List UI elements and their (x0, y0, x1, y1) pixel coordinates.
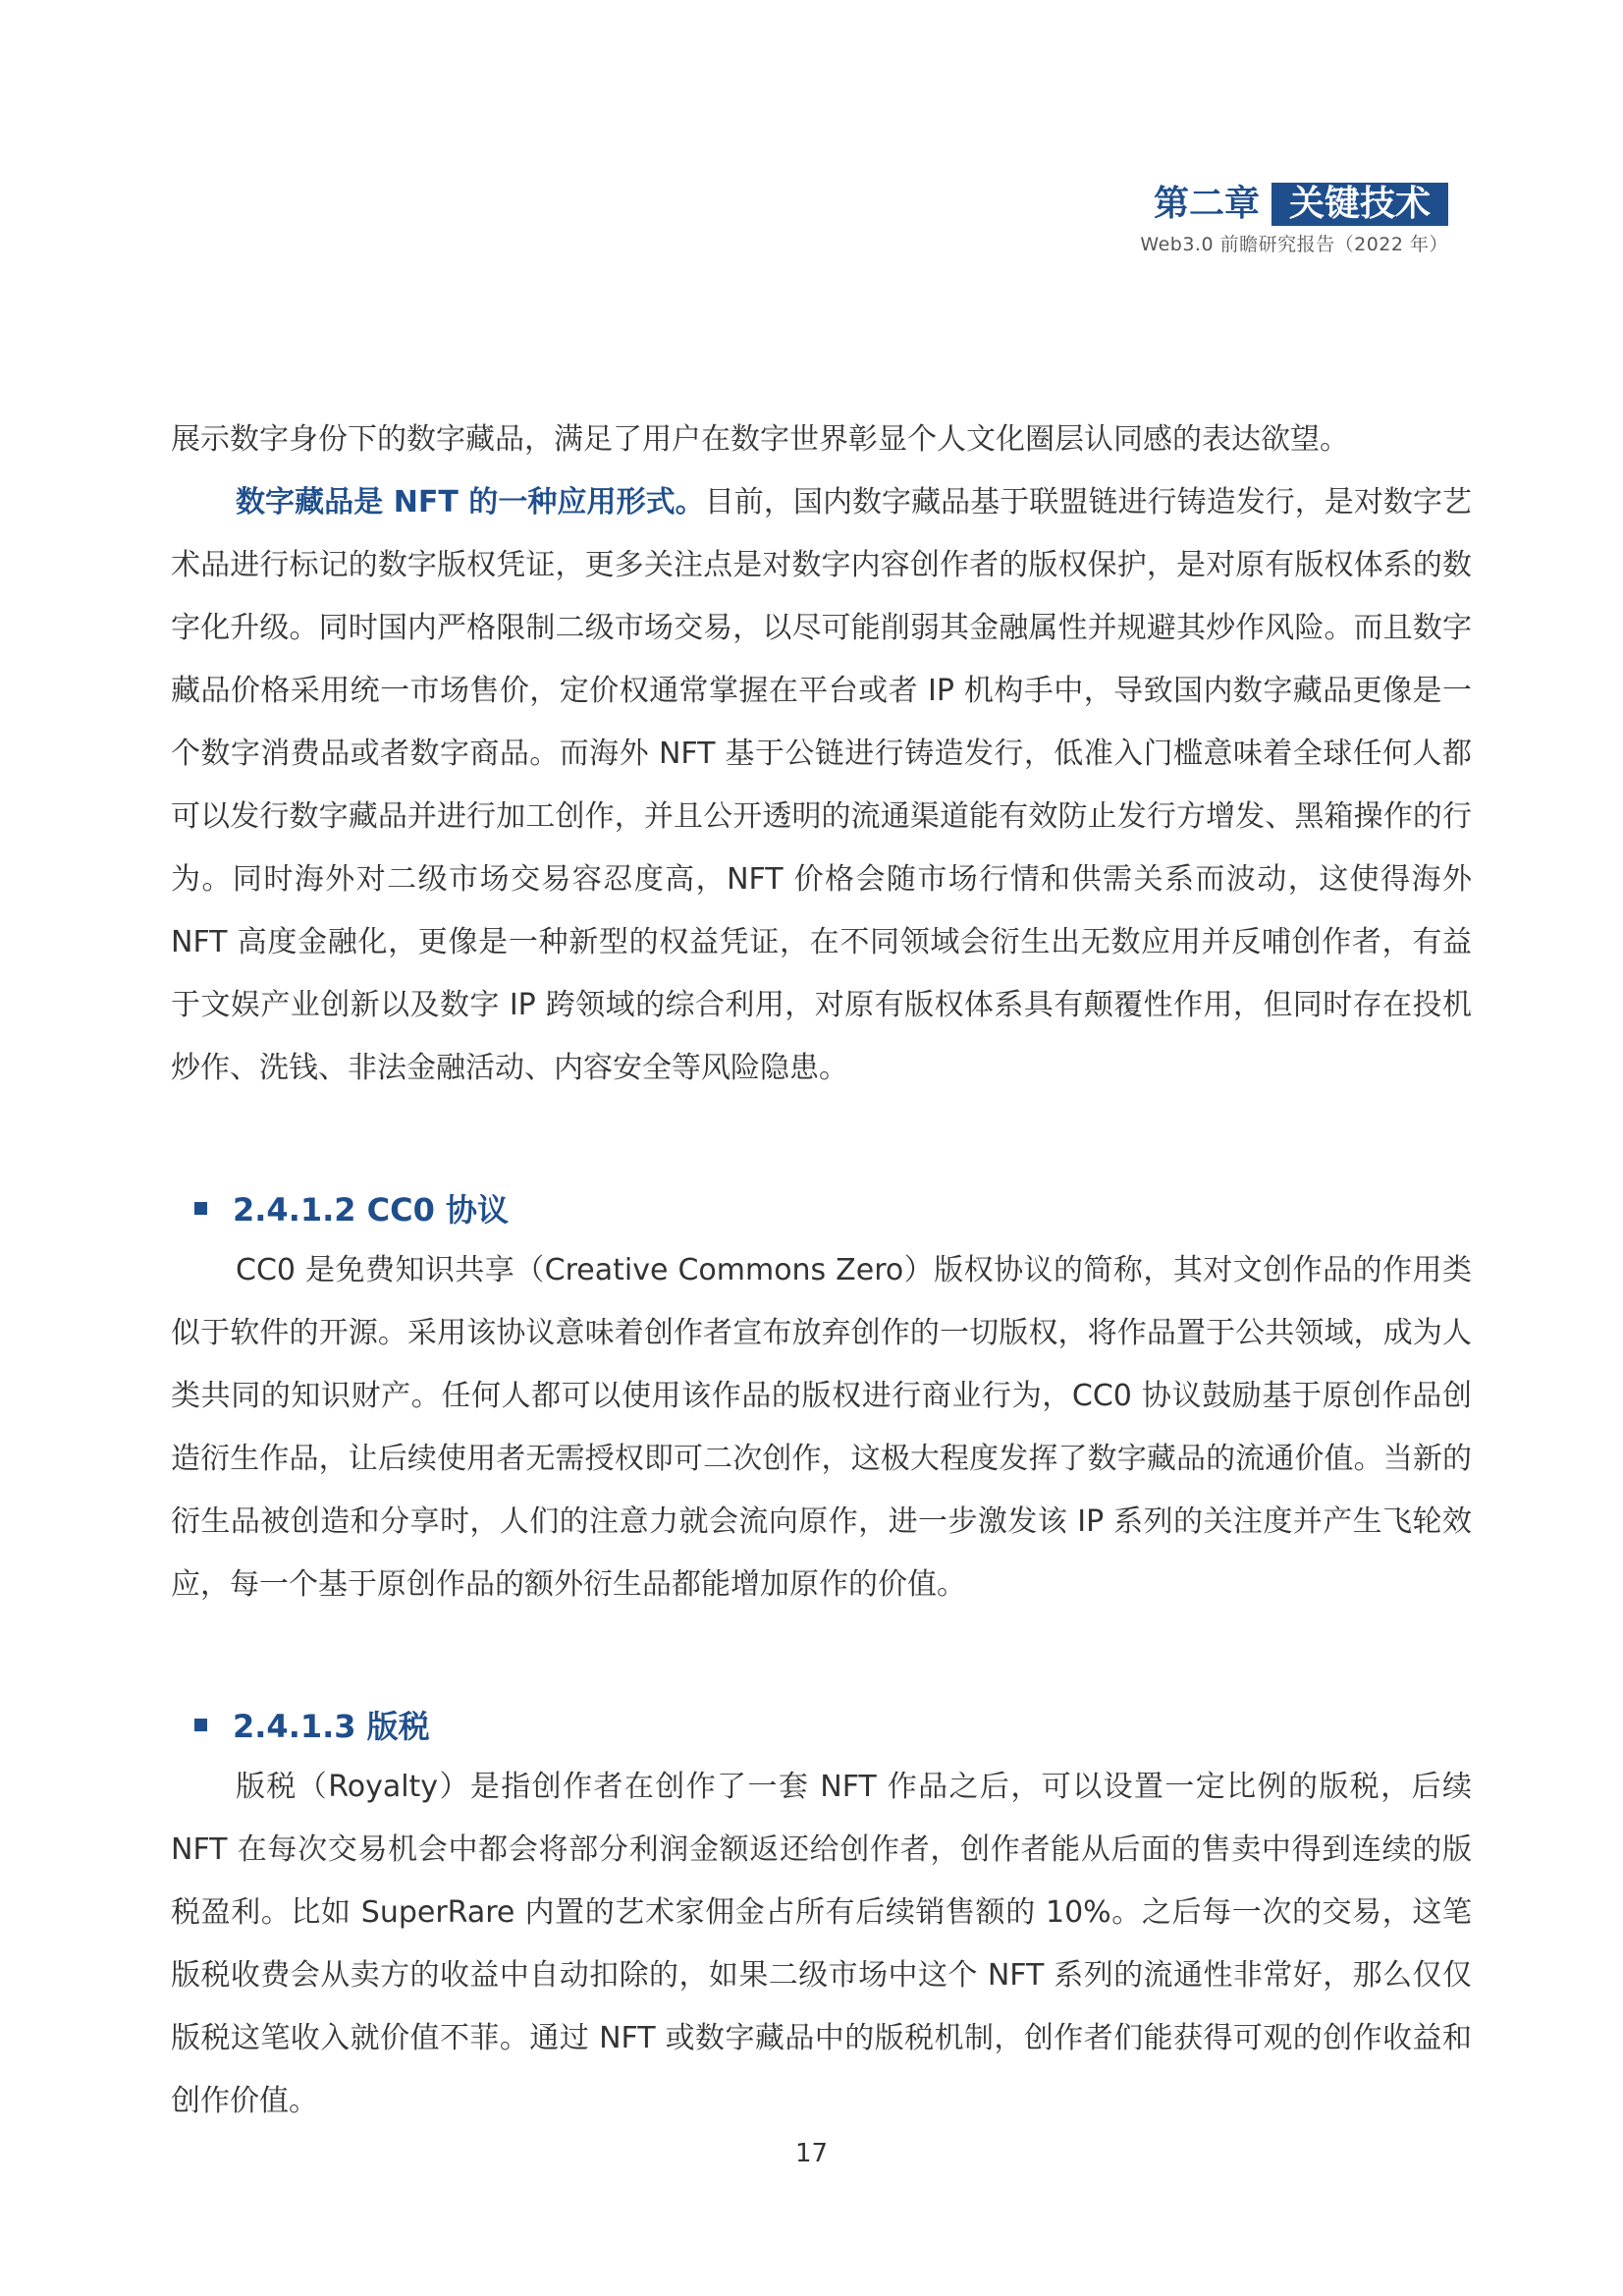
paragraph-intro: 展示数字身份下的数字藏品，满足了用户在数字世界彰显个人文化圈层认同感的表达欲望。 (171, 422, 1349, 457)
section-title: 2.4.1.2 CC0 协议 (233, 1191, 510, 1229)
section-heading-royalty (171, 1693, 1472, 1756)
paragraph-cc0: CC0 是免费知识共享（Creative Commons Zero）版权协议的简称，其对文创作品的作用类似于软件的开源。采用该协议意味着创作者宣布放弃创作的一切版权，将作品置于公共领域，成为人类共同的知识财产。任何人都可以使用该作品的版权进行商业行为，CC0 协议鼓励基于原创作品创造衍生作品，让后续使用者无需授权即可二次创作，这极大程度发挥了数字藏品的流通价值。当新的衍生品被创造和分享时，人们的注意力就会流向原作，进一步激发该 IP 系列的关注度并产生飞轮效应，每一个基于原创作品的额外衍生品都能增加原作的价值。 (171, 1253, 1472, 1602)
square-bullet-icon (194, 1719, 207, 1731)
emphasis-text: 数字藏品是 NFT 的一种应用形式。 (236, 485, 705, 519)
page-number: 17 (794, 2139, 829, 2168)
page-body (171, 409, 1472, 2133)
page-header (1140, 183, 1448, 256)
paragraph-text: 目前，国内数字藏品基于联盟链进行铸造发行，是对数字艺术品进行标记的数字版权凭证，更多关注点是对数字内容创作者的版权保护，是对原有版权体系的数字化升级。同时国内严格限制二级市场交易，以尽可能削弱其金融属性并规避其炒作风险。而且数字藏品价格采用统一市场售价，定价权通常掌握在平台或者 IP 机构手中，导致国内数字藏品更像是一个数字消费品或者数字商品。而海外 NFT 基于公链进行铸造发行，低准入门槛意味着全球任何人都可以发行数字藏品并进行加工创作，并且公开透明的流通渠道能有效防止发行方增发、黑箱操作的行为。同时海外对二级市场交易容忍度高，NFT 价格会随市场行情和供需关系而波动，这使得海外 NFT 高度金融化，更像是一种新型的权益凭证，在不同领域会衍生出无数应用并反哺创作者，有益于文娱产业创新以及数字 IP 跨领域的综合利用，对原有版权体系具有颠覆性作用，但同时存在投机炒作、洗钱、非法金融活动、内容安全等风险隐患。 (171, 485, 1473, 1085)
chapter-label: 第二章 (1153, 184, 1260, 224)
square-bullet-icon (194, 1202, 207, 1215)
section-heading-cc0 (171, 1176, 1472, 1239)
paragraph-nft-form (171, 471, 1472, 1100)
chapter-heading (1140, 183, 1448, 226)
paragraph-royalty: 版税（Royalty）是指创作者在创作了一套 NFT 作品之后，可以设置一定比例的版税，后续 NFT 在每次交易机会中都会将部分利润金额返还给创作者，创作者能从后面的售卖中得到连续的版税盈利。比如 SuperRare 内置的艺术家佣金占所有后续销售额的 10%。之后每一次的交易，这笔版税收费会从卖方的收益中自动扣除的，如果二级市场中这个 NFT 系列的流通性非常好，那么仅仅版税这笔收入就价值不菲。通过 NFT 或数字藏品中的版税机制，创作者们能获得可观的创作收益和创作价值。 (171, 1770, 1472, 2118)
chapter-name: 关键技术 (1271, 183, 1448, 226)
report-title: Web3.0 前瞻研究报告（2022 年） (1140, 234, 1448, 255)
section-title: 2.4.1.3 版税 (233, 1708, 430, 1745)
